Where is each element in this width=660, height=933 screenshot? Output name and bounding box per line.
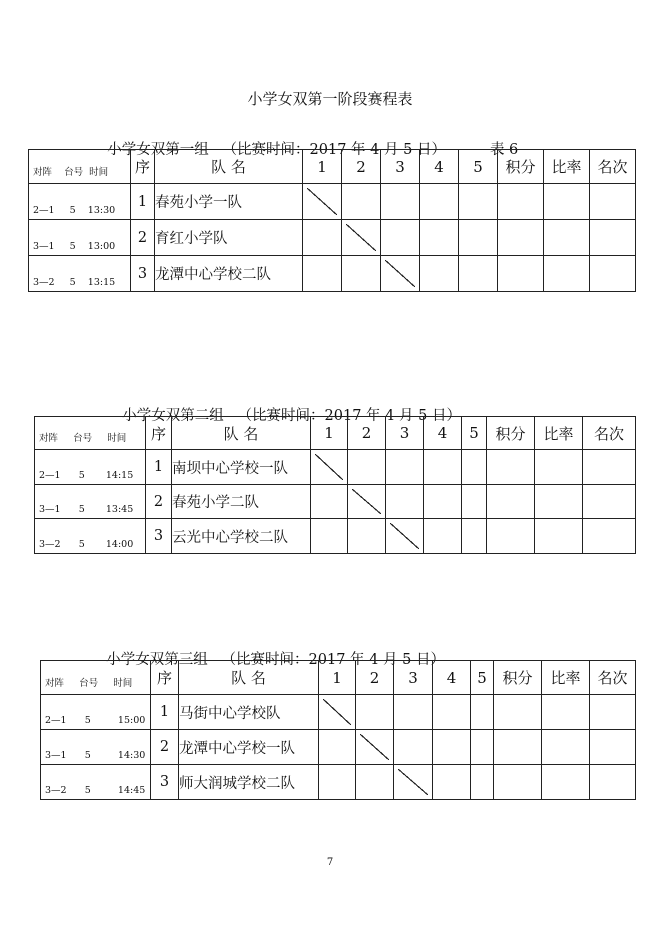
points-cell [498, 184, 544, 220]
team-name-cell: 马街中心学校队 [179, 695, 319, 730]
group-3-schedule-table [40, 660, 636, 800]
result-cell [420, 256, 459, 292]
result-cell [381, 220, 420, 256]
round-5-header: 5 [471, 661, 494, 695]
seq-cell: 2 [146, 485, 172, 519]
page-number: 7 [326, 857, 334, 868]
seq-cell: 2 [151, 730, 179, 765]
rank-cell [590, 730, 636, 765]
points-header: 积分 [487, 417, 535, 450]
round-4-header: 4 [433, 661, 471, 695]
self-match-diagonal [342, 220, 381, 256]
round-5-header: 5 [459, 150, 498, 184]
ratio-cell [542, 730, 590, 765]
result-cell [311, 485, 348, 519]
ratio-header: 比率 [544, 150, 590, 184]
result-cell [381, 184, 420, 220]
self-match-diagonal [311, 450, 348, 485]
result-cell [424, 485, 462, 519]
points-header: 积分 [498, 150, 544, 184]
group-2-schedule-table [34, 416, 636, 554]
result-cell [433, 695, 471, 730]
result-cell [462, 450, 487, 485]
self-match-diagonal [381, 256, 420, 292]
result-cell [342, 184, 381, 220]
match-info-cell: 3—1 5 13:45 [35, 485, 146, 519]
points-cell [487, 519, 535, 554]
table-row [35, 519, 636, 554]
rank-cell [590, 765, 636, 800]
result-cell [462, 485, 487, 519]
match-info-cell: 2—1 5 14:15 [35, 450, 146, 485]
self-match-diagonal [303, 184, 342, 220]
result-cell [319, 765, 356, 800]
group-2-heading-text: 小学女双第二组 （比赛时间：2017 年 4 月 5 日） [122, 408, 461, 424]
round-2-header: 2 [342, 150, 381, 184]
result-cell [471, 695, 494, 730]
round-3-header: 3 [386, 417, 424, 450]
result-cell [459, 184, 498, 220]
points-cell [487, 485, 535, 519]
round-3-header: 3 [394, 661, 433, 695]
match-info-cell: 3—1 5 14:30 [41, 730, 151, 765]
round-1-header: 1 [319, 661, 356, 695]
team-name-header: 队 名 [155, 150, 303, 184]
result-cell [433, 730, 471, 765]
result-cell [459, 220, 498, 256]
ratio-header: 比率 [542, 661, 590, 695]
seq-cell: 1 [131, 184, 155, 220]
rank-header: 名次 [590, 150, 636, 184]
result-cell [394, 695, 433, 730]
table-row [41, 730, 636, 765]
table-row [41, 695, 636, 730]
result-cell [420, 220, 459, 256]
result-cell [348, 519, 386, 554]
team-name-header: 队 名 [172, 417, 311, 450]
result-cell [356, 765, 394, 800]
result-cell [311, 519, 348, 554]
ratio-cell [542, 765, 590, 800]
ratio-header: 比率 [535, 417, 583, 450]
self-match-diagonal [356, 730, 394, 765]
self-match-diagonal [348, 485, 386, 519]
table-header-row [41, 661, 636, 695]
table-row [35, 450, 636, 485]
table-number-label: 表 6 [489, 142, 519, 158]
ratio-cell [535, 485, 583, 519]
points-header: 积分 [494, 661, 542, 695]
points-cell [498, 220, 544, 256]
round-1-header: 1 [311, 417, 348, 450]
team-name-cell: 育红小学队 [155, 220, 303, 256]
result-cell [471, 765, 494, 800]
result-cell [433, 765, 471, 800]
table-row [29, 184, 636, 220]
seq-cell: 1 [151, 695, 179, 730]
ratio-cell [535, 519, 583, 554]
table-row [41, 765, 636, 800]
points-cell [494, 765, 542, 800]
rank-cell [583, 450, 636, 485]
seq-cell: 3 [131, 256, 155, 292]
match-info-cell: 3—2 5 14:00 [35, 519, 146, 554]
ratio-cell [542, 695, 590, 730]
round-4-header: 4 [424, 417, 462, 450]
result-cell [356, 695, 394, 730]
match-info-cell: 3—1 5 13:00 [29, 220, 131, 256]
team-name-header: 队 名 [179, 661, 319, 695]
table-row [35, 485, 636, 519]
group-3-heading-text: 小学女双第三组 （比赛时间：2017 年 4 月 5 日） [106, 652, 445, 668]
team-name-cell: 龙潭中心学校一队 [179, 730, 319, 765]
result-cell [386, 450, 424, 485]
seq-cell: 1 [146, 450, 172, 485]
round-3-header: 3 [381, 150, 420, 184]
rank-cell [583, 485, 636, 519]
round-4-header: 4 [420, 150, 459, 184]
rank-cell [590, 695, 636, 730]
team-name-cell: 云光中心学校二队 [172, 519, 311, 554]
seq-cell: 2 [131, 220, 155, 256]
team-name-cell: 春苑小学一队 [155, 184, 303, 220]
table-header-row [29, 150, 636, 184]
round-2-header: 2 [348, 417, 386, 450]
rank-cell [583, 519, 636, 554]
rank-cell [590, 256, 636, 292]
round-1-header: 1 [303, 150, 342, 184]
result-cell [424, 519, 462, 554]
points-cell [487, 450, 535, 485]
result-cell [386, 485, 424, 519]
result-cell [342, 256, 381, 292]
result-cell [394, 730, 433, 765]
round-2-header: 2 [356, 661, 394, 695]
match-info-cell: 2—1 5 15:00 [41, 695, 151, 730]
ratio-cell [544, 256, 590, 292]
result-cell [348, 450, 386, 485]
result-cell [462, 519, 487, 554]
self-match-diagonal [319, 695, 356, 730]
team-name-cell: 南坝中心学校一队 [172, 450, 311, 485]
points-cell [494, 730, 542, 765]
result-cell [420, 184, 459, 220]
rank-header: 名次 [590, 661, 636, 695]
seq-cell: 3 [151, 765, 179, 800]
points-cell [494, 695, 542, 730]
result-cell [459, 256, 498, 292]
result-cell [424, 450, 462, 485]
round-5-header: 5 [462, 417, 487, 450]
rank-cell [590, 184, 636, 220]
group-1-heading-text: 小学女双第一组 （比赛时间：2017 年 4 月 5 日） [107, 142, 446, 158]
result-cell [319, 730, 356, 765]
table-header-row [35, 417, 636, 450]
team-name-cell: 龙潭中心学校二队 [155, 256, 303, 292]
team-name-cell: 春苑小学二队 [172, 485, 311, 519]
table-row [29, 220, 636, 256]
seq-header: 序 [146, 417, 172, 450]
seq-cell: 3 [146, 519, 172, 554]
ratio-cell [535, 450, 583, 485]
self-match-diagonal [386, 519, 424, 554]
rank-cell [590, 220, 636, 256]
match-info-cell: 3—2 5 14:45 [41, 765, 151, 800]
match-info-header: 对阵 台号 时间 [41, 661, 151, 695]
ratio-cell [544, 184, 590, 220]
ratio-cell [544, 220, 590, 256]
document-title: 小学女双第一阶段赛程表 [247, 90, 413, 108]
self-match-diagonal [394, 765, 433, 800]
rank-header: 名次 [583, 417, 636, 450]
seq-header: 序 [151, 661, 179, 695]
result-cell [303, 220, 342, 256]
result-cell [303, 256, 342, 292]
match-info-header: 对阵 台号 时间 [35, 417, 146, 450]
seq-header: 序 [131, 150, 155, 184]
team-name-cell: 师大润城学校二队 [179, 765, 319, 800]
match-info-cell: 3—2 5 13:15 [29, 256, 131, 292]
table-row [29, 256, 636, 292]
group-1-schedule-table [28, 149, 636, 292]
match-info-header: 对阵 台号 时间 [29, 150, 131, 184]
match-info-cell: 2—1 5 13:30 [29, 184, 131, 220]
result-cell [471, 730, 494, 765]
points-cell [498, 256, 544, 292]
